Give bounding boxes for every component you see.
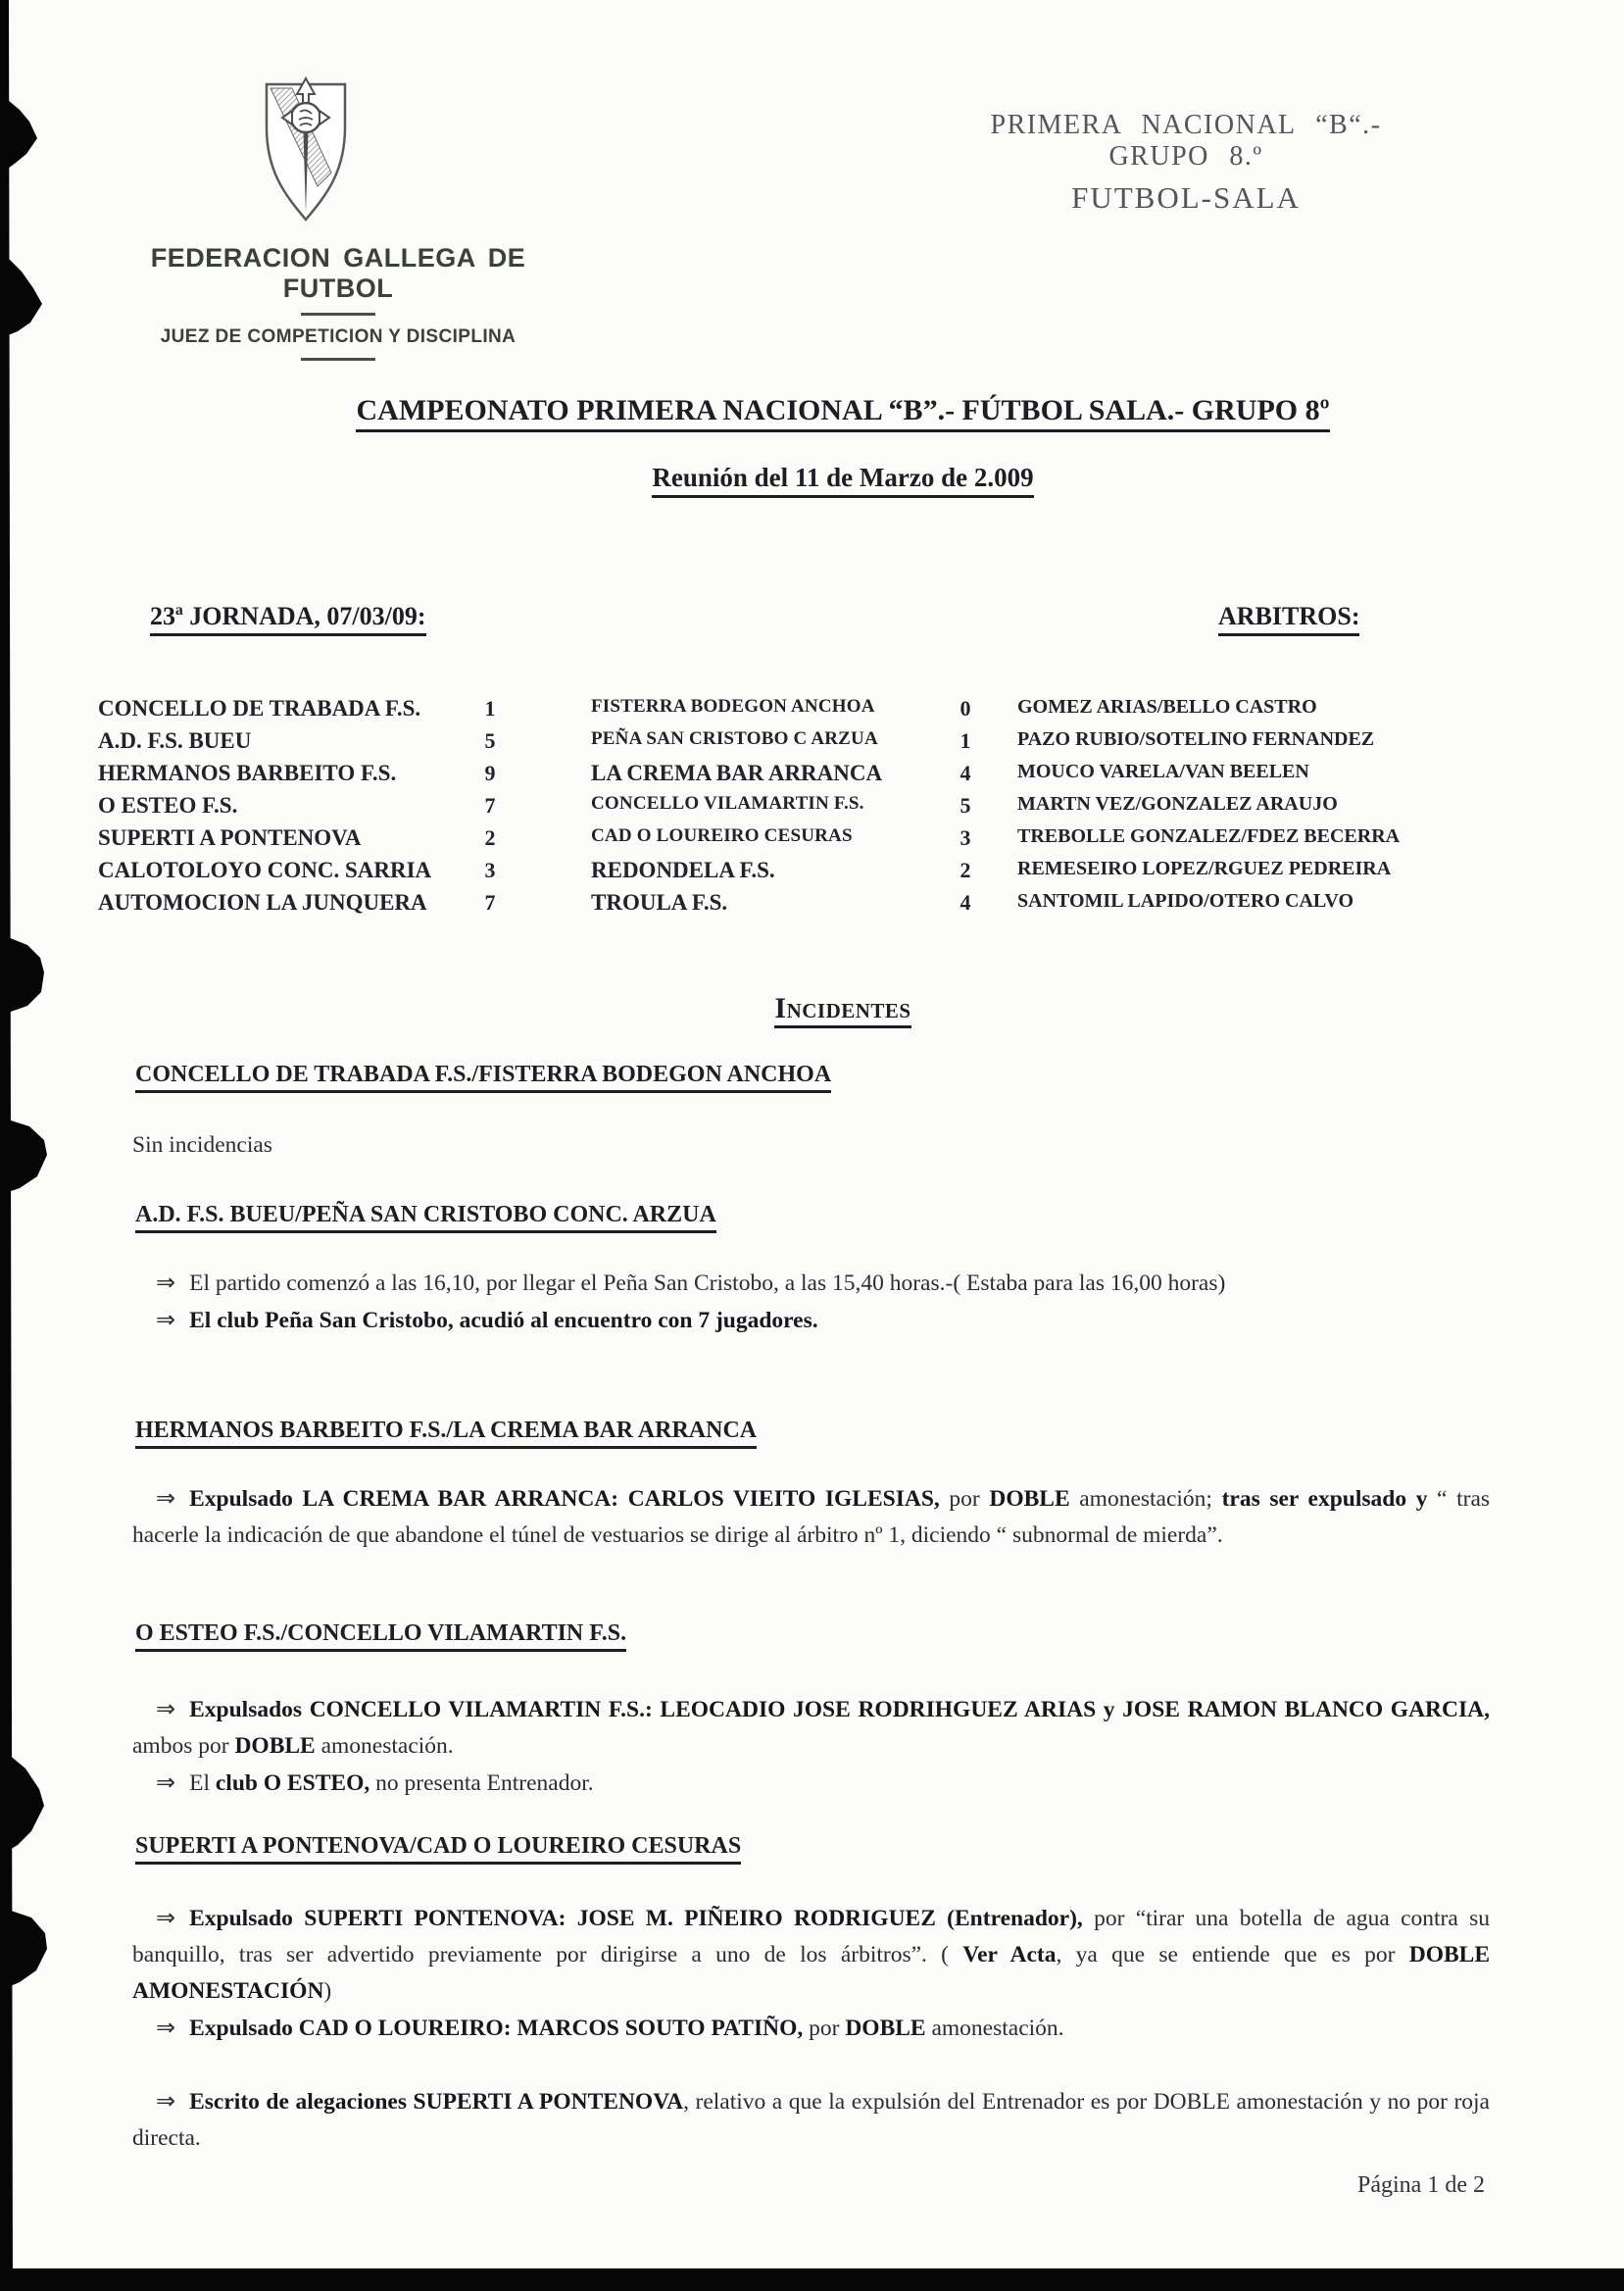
incident-heading xyxy=(135,1202,716,1228)
match-row xyxy=(0,890,1624,922)
competition-group: PRIMERA NACIONAL “B“.- GRUPO 8.º xyxy=(990,110,1382,172)
scan-edge-artifact-bottom xyxy=(0,2268,1624,2291)
meeting-date: Reunión del 11 de Marzo de 2.009 xyxy=(59,463,1624,493)
body-text: “ tras hacerle la indicación de que abandone el túnel de vestuarios se dirige al árbitro nº 1, diciendo “ subnormal de mierda”. xyxy=(132,1486,1491,1548)
body-text: El partido comenzó a las 16,10, por llegar el Peña San Cristobo, a las 15,40 horas.-( Estaba para las 16,00 horas) xyxy=(189,1270,1226,1296)
home-score: 5 xyxy=(484,728,496,753)
away-score: 4 xyxy=(960,890,971,915)
incident-heading-text: HERMANOS BARBEITO F.S./LA CREMA BAR ARRANCA xyxy=(135,1418,757,1449)
away-score: 0 xyxy=(960,696,971,721)
incident-paragraph xyxy=(132,1691,1490,1765)
arrow-icon: ⇒ xyxy=(156,2014,176,2041)
body-text: amonestación. xyxy=(315,1733,454,1759)
incident-paragraph xyxy=(132,1480,1490,1554)
competition-sport: FUTBOL-SALA xyxy=(1071,180,1301,215)
incident-paragraph xyxy=(132,1765,1490,1802)
bold-text: Ver Acta xyxy=(962,1942,1057,1967)
department-name: JUEZ DE COMPETICION Y DISCIPLINA xyxy=(160,326,517,347)
away-team: PEÑA SAN CRISTOBO C ARZUA xyxy=(591,728,878,749)
home-team: AUTOMOCION LA JUNQUERA xyxy=(98,890,427,915)
away-team: FISTERRA BODEGON ANCHOA xyxy=(591,696,875,717)
incident-heading xyxy=(135,1833,741,1860)
arrow-icon: ⇒ xyxy=(156,1695,176,1722)
match-row xyxy=(0,858,1624,890)
referees-heading: ARBITROS: xyxy=(1218,602,1359,631)
away-score: 1 xyxy=(960,728,971,753)
federation-header xyxy=(93,243,583,361)
body-text: amonestación; xyxy=(1069,1486,1222,1512)
incident-heading-text: A.D. F.S. BUEU/PEÑA SAN CRISTOBO CONC. ARZUA xyxy=(135,1202,716,1233)
jornada-heading: 23ª JORNADA, 07/03/09: xyxy=(150,602,426,631)
home-score: 1 xyxy=(484,696,496,721)
match-row xyxy=(0,825,1624,858)
incident-heading xyxy=(135,1418,757,1444)
referees: TREBOLLE GONZALEZ/FDEZ BECERRA xyxy=(1017,825,1401,847)
body-text: , relativo a que la expulsión del Entrenador es por DOBLE amonestación y no por roja directa. xyxy=(132,2089,1490,2151)
arrow-icon: ⇒ xyxy=(156,1306,176,1333)
incident-paragraph xyxy=(132,1302,1490,1339)
referees: PAZO RUBIO/SOTELINO FERNANDEZ xyxy=(1017,728,1375,750)
home-score: 9 xyxy=(484,761,496,785)
home-team: HERMANOS BARBEITO F.S. xyxy=(98,761,397,785)
match-row xyxy=(0,696,1624,728)
incident-paragraph xyxy=(132,2083,1490,2157)
arrow-icon: ⇒ xyxy=(156,1269,176,1296)
referees: GOMEZ ARIAS/BELLO CASTRO xyxy=(1017,696,1317,718)
away-team: REDONDELA F.S. xyxy=(591,858,775,882)
incident-heading xyxy=(135,1062,831,1088)
away-team: CAD O LOUREIRO CESURAS xyxy=(591,825,853,846)
away-score: 3 xyxy=(960,825,971,850)
incident-body xyxy=(132,1127,1490,1164)
match-row xyxy=(0,761,1624,793)
home-team: O ESTEO F.S. xyxy=(98,793,238,818)
federation-logo xyxy=(263,76,349,224)
incident-heading-text: SUPERTI A PONTENOVA/CAD O LOUREIRO CESURAS xyxy=(135,1833,741,1865)
match-row xyxy=(0,793,1624,825)
home-score: 3 xyxy=(484,858,496,882)
body-text: no presenta Entrenador. xyxy=(369,1770,594,1796)
away-score: 4 xyxy=(960,761,971,785)
competition-header xyxy=(931,110,1441,216)
home-team: A.D. F.S. BUEU xyxy=(98,728,252,753)
divider-rule xyxy=(301,313,375,316)
arrow-icon: ⇒ xyxy=(156,1484,176,1512)
bold-text: El club Peña San Cristobo, acudió al encuentro con 7 jugadores. xyxy=(189,1308,818,1333)
home-team: CONCELLO DE TRABADA F.S. xyxy=(98,696,421,721)
away-team: TROULA F.S. xyxy=(591,890,728,915)
referees: REMESEIRO LOPEZ/RGUEZ PEDREIRA xyxy=(1017,858,1392,879)
incident-paragraph xyxy=(132,1127,1490,1164)
body-text: por xyxy=(803,2016,846,2041)
bold-text: club O ESTEO, xyxy=(215,1770,370,1796)
incident-body xyxy=(132,1265,1490,1339)
body-text: por “tirar una botella de agua contra su banquillo, tras ser advertido previamente por dirigirse a uno de los árbitros”. ( xyxy=(132,1906,1490,1967)
home-score: 2 xyxy=(484,825,496,850)
bold-text: DOBLE xyxy=(989,1486,1070,1512)
body-text: El xyxy=(189,1770,216,1796)
body-text: , ya que se entiende que es por xyxy=(1056,1942,1409,1967)
referees: SANTOMIL LAPIDO/OTERO CALVO xyxy=(1017,890,1354,912)
page-number: Página 1 de 2 xyxy=(1357,2172,1485,2198)
bold-text: Expulsado SUPERTI PONTENOVA: JOSE M. PIÑEIRO RODRIGUEZ (Entrenador), xyxy=(189,1906,1083,1931)
divider-rule xyxy=(301,358,375,361)
bold-text: DOBLE AMONESTACIÓN xyxy=(132,1942,1490,2004)
bold-text: Escrito de alegaciones SUPERTI A PONTENOVA xyxy=(189,2089,684,2115)
referees: MOUCO VARELA/VAN BEELEN xyxy=(1017,761,1309,782)
body-text: Sin incidencias xyxy=(132,1132,272,1158)
arrow-icon: ⇒ xyxy=(156,1904,176,1931)
away-score: 5 xyxy=(960,793,971,818)
incidents-title: Incidentes xyxy=(59,992,1624,1025)
incident-paragraph xyxy=(132,1265,1490,1302)
scan-edge-artifact-left xyxy=(0,0,69,2291)
bold-text: DOBLE xyxy=(234,1733,316,1759)
home-score: 7 xyxy=(484,793,496,818)
bold-text: Expulsado CAD O LOUREIRO: MARCOS SOUTO PATIÑO, xyxy=(189,2016,804,2041)
incident-body xyxy=(132,1480,1490,1554)
incident-body xyxy=(132,1691,1490,1802)
incident-heading-text: CONCELLO DE TRABADA F.S./FISTERRA BODEGON ANCHOA xyxy=(135,1062,831,1093)
away-score: 2 xyxy=(960,858,971,882)
body-text: ) xyxy=(323,1978,332,2004)
home-team: SUPERTI A PONTENOVA xyxy=(98,825,362,850)
bold-text: Expulsados CONCELLO VILAMARTIN F.S.: LEOCADIO JOSE RODRIHGUEZ ARIAS y JOSE RAMON BLANCO GARCIA, xyxy=(189,1697,1490,1722)
home-team: CALOTOLOYO CONC. SARRIA xyxy=(98,858,432,882)
incident-heading-text: O ESTEO F.S./CONCELLO VILAMARTIN F.S. xyxy=(135,1620,626,1652)
arrow-icon: ⇒ xyxy=(156,2087,176,2115)
home-score: 7 xyxy=(484,890,496,915)
incident-paragraph xyxy=(132,1900,1490,2010)
bold-text: tras ser expulsado y xyxy=(1221,1486,1428,1512)
bold-text: DOBLE xyxy=(845,2016,926,2041)
away-team: LA CREMA BAR ARRANCA xyxy=(591,761,883,785)
arrow-icon: ⇒ xyxy=(156,1768,176,1796)
federation-name: FEDERACION GALLEGA DE FUTBOL xyxy=(150,243,526,303)
bold-text: Expulsado LA CREMA BAR ARRANCA: CARLOS VIEITO IGLESIAS, xyxy=(189,1486,940,1512)
away-team: CONCELLO VILAMARTIN F.S. xyxy=(591,793,864,814)
incident-paragraph xyxy=(132,2010,1490,2047)
body-text: ambos por xyxy=(132,1733,235,1759)
incident-heading xyxy=(135,1620,626,1647)
match-row xyxy=(0,728,1624,761)
body-text: amonestación. xyxy=(925,2016,1064,2041)
document-title: CAMPEONATO PRIMERA NACIONAL “B”.- FÚTBOL SALA.- GRUPO 8º xyxy=(59,394,1624,427)
body-text: por xyxy=(939,1486,990,1512)
referees: MARTN VEZ/GONZALEZ ARAUJO xyxy=(1017,793,1338,815)
incident-body xyxy=(132,1900,1490,2157)
